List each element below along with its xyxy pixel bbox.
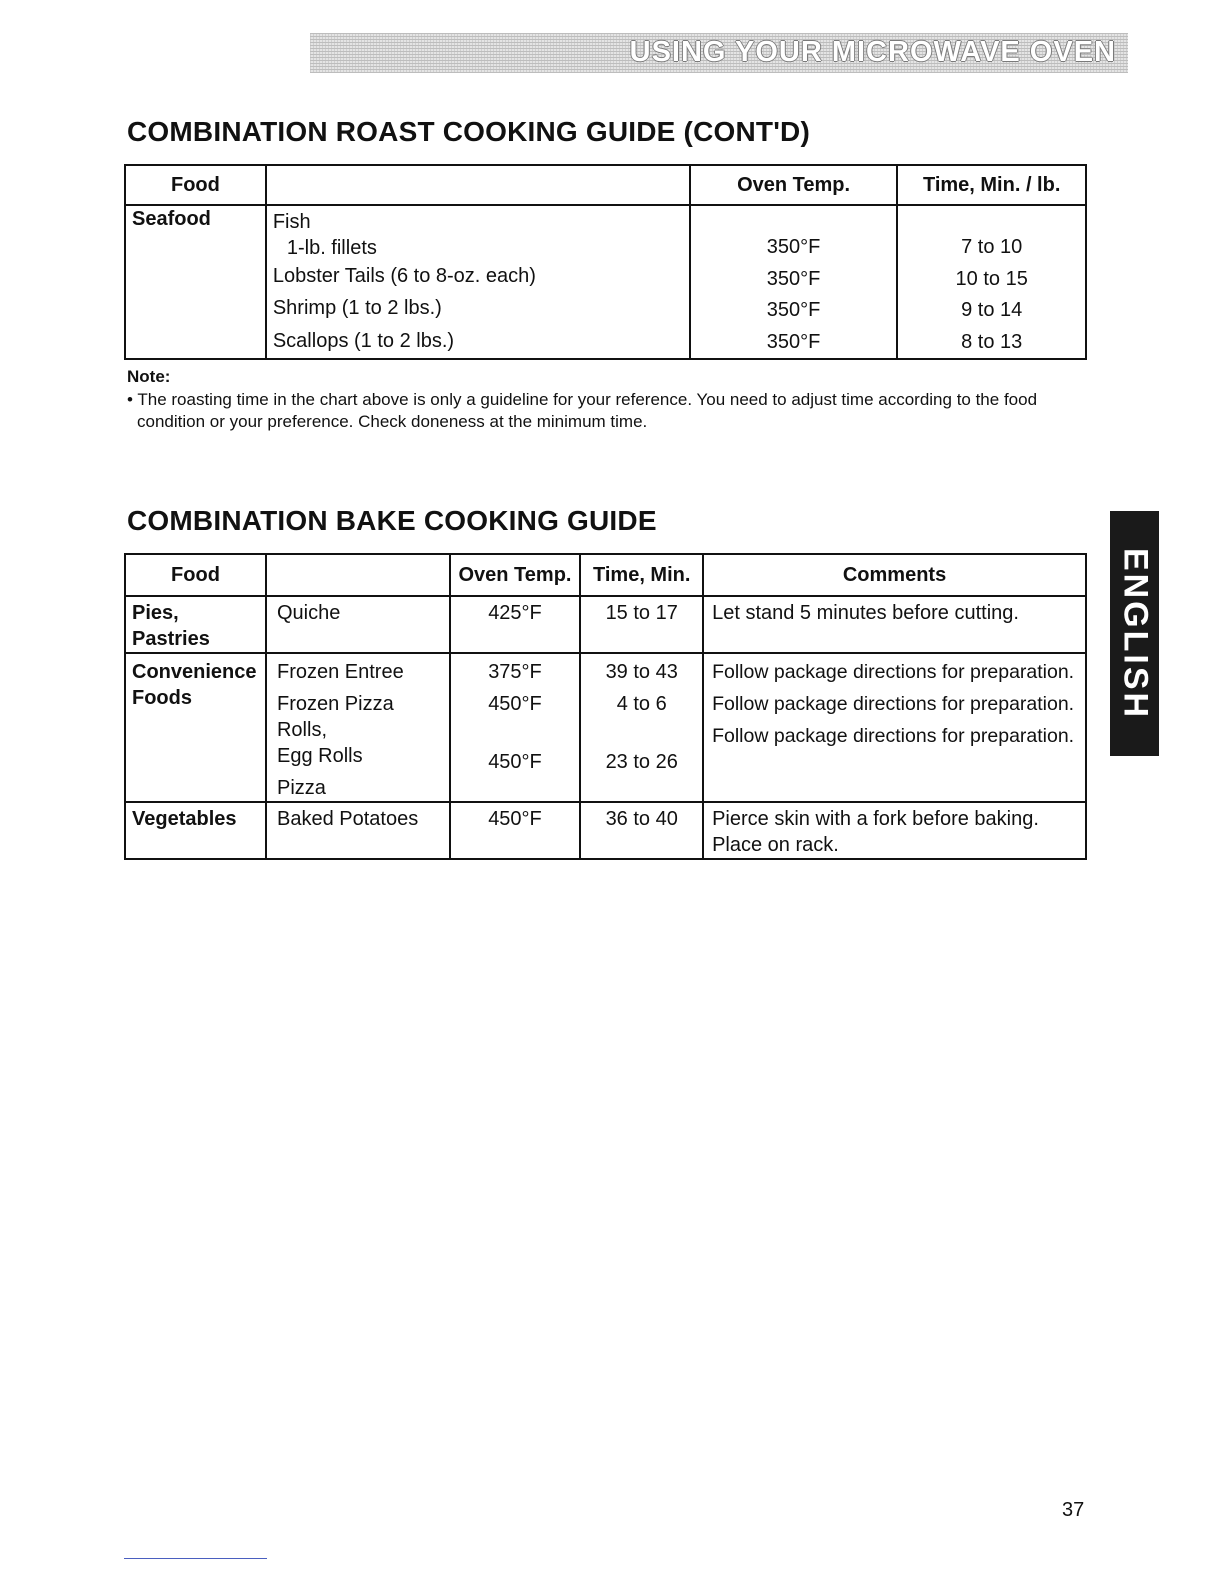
column-header-time: Time, Min. / lb.	[897, 165, 1086, 205]
roast-guide-table	[124, 164, 1087, 360]
item-cell: Pizza	[276, 777, 326, 799]
comment-cell: Follow package directions for preparation.	[712, 725, 1075, 747]
time-cell: 15 to 17	[580, 596, 703, 653]
oven-temp-cell: 350°F	[766, 330, 821, 353]
category-vegetables: Vegetables	[125, 802, 266, 859]
item-cell: Baked Potatoes	[266, 802, 450, 859]
oven-temp-cell: 425°F	[450, 596, 581, 653]
oven-temp-column	[690, 205, 898, 359]
oven-temp-cell: 375°F	[488, 661, 542, 683]
language-side-tab-label: ENGLISH	[1116, 547, 1154, 720]
column-header-comments: Comments	[703, 554, 1086, 596]
oven-temp-cell: 450°F	[488, 751, 542, 773]
page-number: 37	[1062, 1499, 1085, 1521]
oven-temp-cell: 450°F	[450, 802, 581, 859]
table-header-row	[125, 165, 1086, 205]
roast-guide-title: COMBINATION ROAST COOKING GUIDE (CONT'D)	[127, 116, 810, 147]
item-cell: Lobster Tails (6 to 8-oz. each)	[266, 261, 690, 293]
column-header-food: Food	[125, 554, 266, 596]
category-line: Pies,	[132, 602, 179, 624]
column-header-oven-temp: Oven Temp.	[450, 554, 581, 596]
subheading-fish: Fish	[266, 205, 690, 235]
note-label: Note:	[127, 367, 171, 386]
language-side-tab	[1110, 511, 1159, 756]
time-cell: 23 to 26	[605, 751, 678, 773]
category-pies-pastries	[125, 596, 266, 653]
item-cell: Frozen Pizza Rolls,	[276, 693, 394, 741]
section-header-band	[310, 33, 1128, 73]
column-header-item	[266, 554, 450, 596]
oven-temp-cell: 350°F	[766, 267, 821, 290]
comment-cell: Follow package directions for preparation.	[712, 693, 1075, 715]
table-row	[125, 205, 1086, 235]
footer-rule	[124, 1558, 267, 1559]
comment-line: Place on rack.	[712, 834, 839, 856]
time-cell: 7 to 10	[961, 236, 1023, 258]
comment-cell: Follow package directions for preparation.	[712, 661, 1075, 683]
table-row	[125, 596, 1086, 653]
comment-cell: Let stand 5 minutes before cutting.	[703, 596, 1086, 653]
table-row	[125, 802, 1086, 859]
item-cell: Quiche	[266, 596, 450, 653]
time-cell: 8 to 13	[961, 330, 1023, 353]
time-cell: 4 to 6	[616, 693, 667, 715]
bake-guide-title: COMBINATION BAKE COOKING GUIDE	[127, 505, 657, 536]
bake-guide-table	[124, 553, 1087, 860]
category-line: Foods	[132, 687, 192, 709]
column-header-oven-temp: Oven Temp.	[690, 165, 898, 205]
oven-temp-cell: 350°F	[766, 236, 821, 258]
column-header-food: Food	[125, 165, 266, 205]
note-text: • The roasting time in the chart above is only a guideline for your reference. You need to adjust time according to the food condition or your preference. Check doneness at the minimum time.	[127, 390, 1038, 431]
category-line: Convenience	[132, 661, 257, 683]
item-cell: Egg Rolls	[276, 745, 363, 767]
table-row	[125, 653, 1086, 802]
time-cell: 10 to 15	[955, 267, 1028, 290]
oven-temp-cell: 450°F	[488, 693, 542, 715]
time-column	[580, 653, 703, 802]
oven-temp-column	[450, 653, 581, 802]
time-cell: 36 to 40	[580, 802, 703, 859]
item-cell: Shrimp (1 to 2 lbs.)	[266, 293, 690, 325]
time-column	[897, 205, 1086, 359]
column-header-time: Time, Min.	[580, 554, 703, 596]
oven-temp-cell: 350°F	[766, 299, 821, 321]
time-cell: 39 to 43	[605, 661, 678, 683]
item-cell: 1-lb. fillets	[266, 235, 690, 262]
comment-cell	[703, 802, 1086, 859]
item-column	[266, 653, 450, 802]
column-header-item	[266, 165, 690, 205]
item-cell: Scallops (1 to 2 lbs.)	[266, 326, 690, 359]
table-header-row	[125, 554, 1086, 596]
comment-line: Pierce skin with a fork before baking.	[712, 808, 1039, 830]
item-cell: Frozen Entree	[276, 661, 404, 683]
category-line: Pastries	[132, 628, 210, 650]
section-header-text: USING YOUR MICROWAVE OVEN	[629, 36, 1116, 68]
comment-column	[703, 653, 1086, 802]
time-cell: 9 to 14	[961, 299, 1023, 321]
category-convenience-foods	[125, 653, 266, 802]
category-seafood: Seafood	[125, 205, 266, 359]
